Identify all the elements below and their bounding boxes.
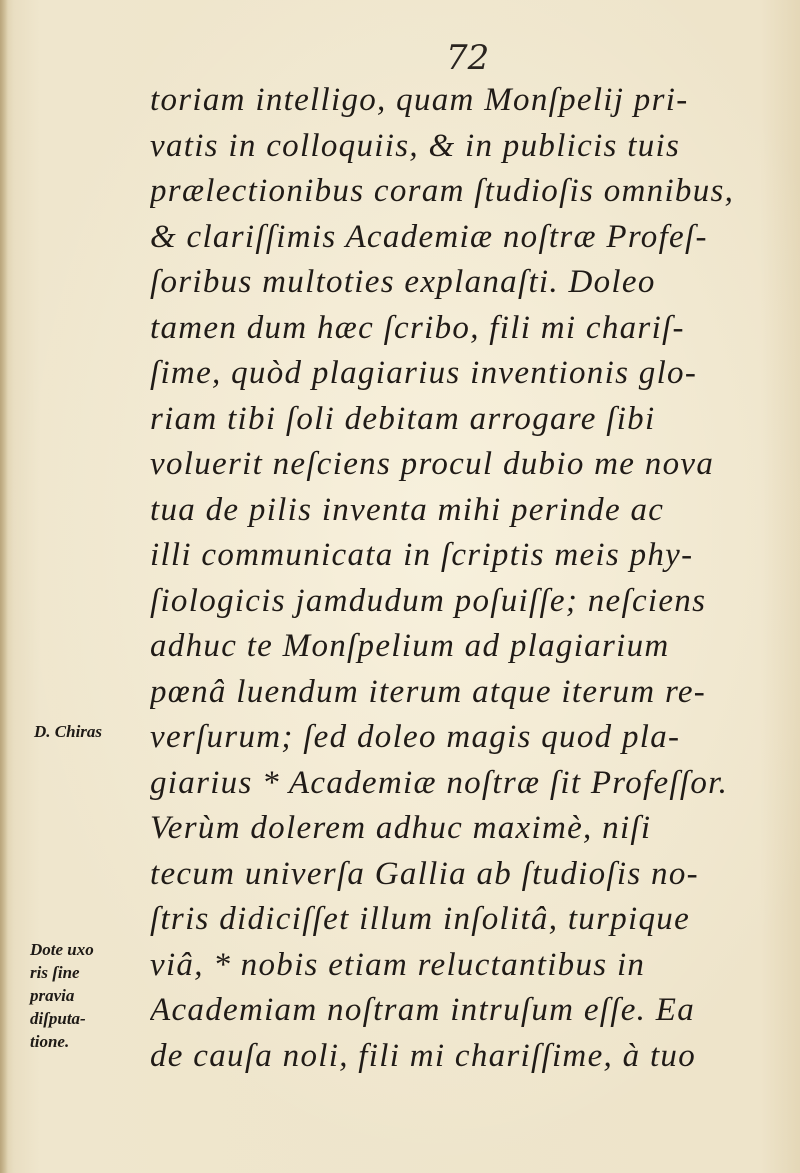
margin-note-line: tione. (30, 1032, 70, 1051)
text-line: ſtris didiciſſet illum inſolitâ, turpique (150, 901, 691, 937)
text-line: de cauſa noli, fili mi chariſſime, à tuo (150, 1037, 697, 1074)
body-text (150, 78, 770, 1079)
text-line: verſurum; ſed doleo magis quod pla- (150, 719, 681, 755)
text-line: pœnâ luendum iterum atque iterum re- (150, 673, 707, 710)
text-line: viâ, * nobis etiam reluctantibus in (150, 946, 646, 983)
text-line: illi communicata in ſcriptis meis phy- (150, 537, 694, 573)
margin-note-line: ris ſine (30, 963, 80, 982)
text-line: Academiam noſtram intruſum eſſe. Ea (150, 992, 696, 1028)
text-line: tua de pilis inventa mihi perinde ac (150, 491, 665, 528)
text-line: prælectionibus coram ſtudioſis omnibus, (150, 173, 735, 209)
margin-note: D. Chiras (34, 722, 103, 741)
text-line: tamen dum hæc ſcribo, fili mi chariſ- (150, 309, 685, 346)
text-line: ſoribus multoties explanaſti. Doleo (150, 264, 656, 300)
text-line: vatis in colloquiis, & in publicis tuis (150, 127, 681, 164)
text-line: giarius * Academiæ noſtræ ſit Profeſſor. (150, 764, 729, 801)
text-line: ſime, quòd plagiarius inventionis glo- (150, 355, 698, 391)
margin-note-line: diſputa- (30, 1009, 86, 1028)
text-line: toriam intelligo, quam Monſpelij pri- (150, 82, 689, 118)
text-line: & clariſſimis Academiæ noſtræ Profeſ- (150, 218, 708, 255)
margin-note (30, 938, 94, 1053)
page-number: 72 (446, 38, 490, 78)
margin-note-line: Dote uxo (30, 940, 94, 959)
text-line: voluerit neſciens procul dubio me nova (150, 446, 715, 482)
text-line: Verùm dolerem adhuc maximè, niſi (150, 810, 652, 846)
binding-gutter (0, 0, 8, 1173)
text-line: adhuc te Monſpelium ad plagiarium (150, 628, 670, 664)
text-line: ſiologicis jamdudum poſuiſſe; neſciens (150, 582, 707, 619)
text-line: riam tibi ſoli debitam arrogare ſibi (150, 400, 656, 437)
text-line: tecum univerſa Gallia ab ſtudioſis no- (150, 855, 699, 892)
margin-note-line: pravia (30, 986, 75, 1005)
